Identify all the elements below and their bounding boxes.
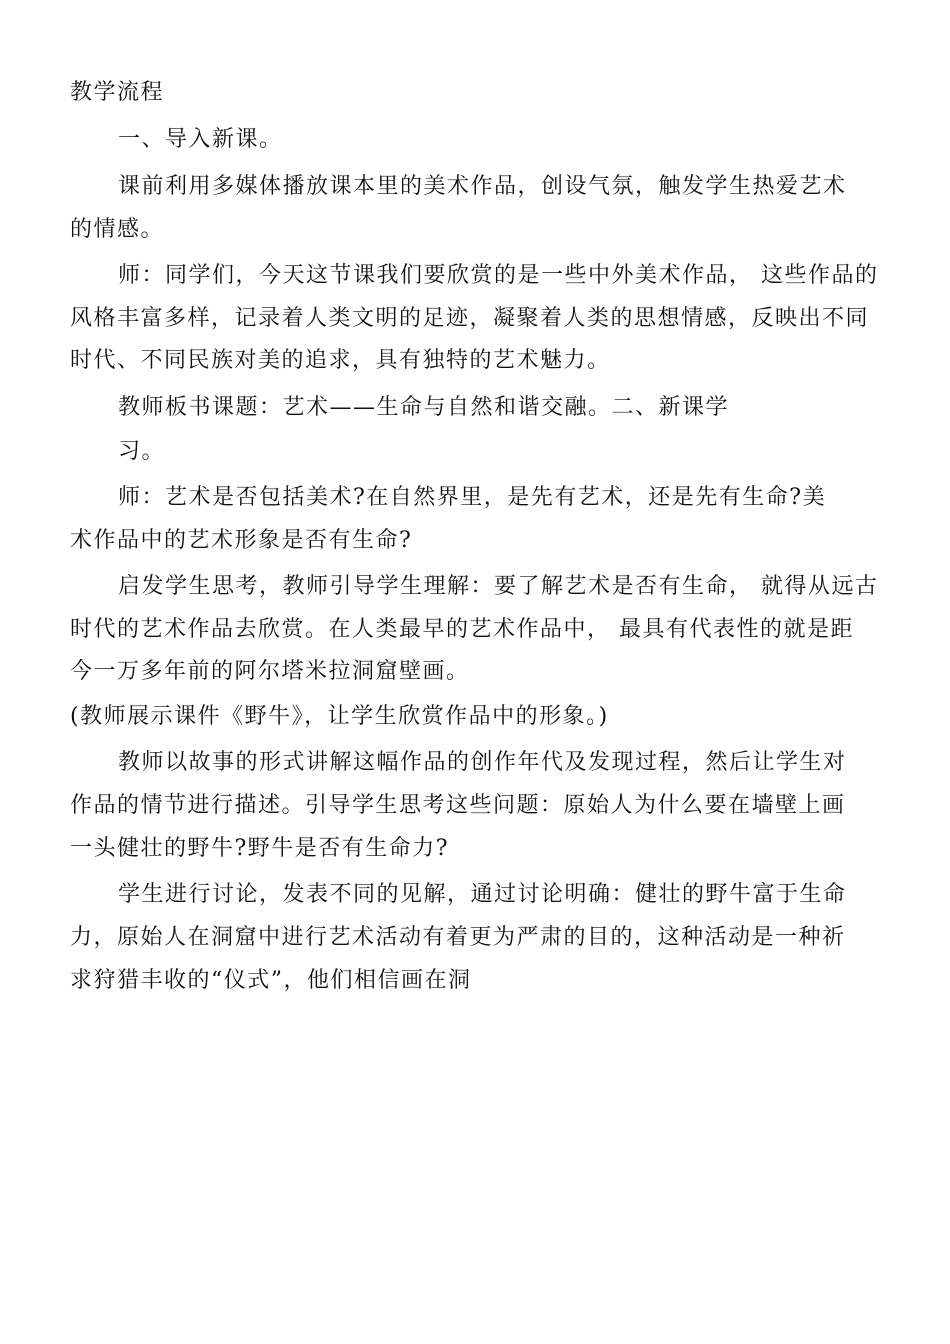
paragraph-line: 力，原始人在洞窟中进行艺术活动有着更为严肃的目的，这种活动是一种祈 — [70, 925, 846, 950]
paragraph-line: 术作品中的艺术形象是否有生命? — [70, 528, 413, 553]
paragraph-line: 师：同学们，今天这节课我们要欣赏的是一些中外美术作品， 这些作品的 — [118, 263, 879, 288]
paragraph-line: 的情感。 — [70, 217, 165, 242]
section-intro-title: 一、导入新课。 — [118, 127, 283, 152]
paragraph-line: 求狩猎丰收的“仪式”，他们相信画在洞 — [70, 968, 472, 993]
paragraph-line: 时代、不同民族对美的追求，具有独特的艺术魅力。 — [70, 348, 611, 373]
paragraph-line: 作品的情节进行描述。引导学生思考这些问题：原始人为什么要在墙壁上画 — [70, 793, 846, 818]
paragraph-line: 课前利用多媒体播放课本里的美术作品，创设气氛，触发学生热爱艺术 — [118, 174, 847, 199]
paragraph-line: 风格丰富多样，记录着人类文明的足迹，凝聚着人类的思想情感，反映出不同 — [70, 306, 870, 331]
paragraph-line: 时代的艺术作品去欣赏。在人类最早的艺术作品中， 最具有代表性的就是距 — [70, 617, 854, 642]
paragraph-line: 教师板书课题：艺术——生命与自然和谐交融。二、新课学 — [118, 395, 730, 420]
paragraph-line: 习。 — [118, 439, 166, 464]
paragraph-line: 学生进行讨论，发表不同的见解，通过讨论明确：健壮的野牛富于生命 — [118, 882, 847, 907]
paragraph-line: 教师以故事的形式讲解这幅作品的创作年代及发现过程，然后让学生对 — [118, 750, 847, 775]
paragraph-line: 今一万多年前的阿尔塔米拉洞窟壁画。 — [70, 659, 470, 684]
paragraph-line: 师：艺术是否包括美术?在自然界里，是先有艺术，还是先有生命?美 — [118, 485, 827, 510]
paragraph-line: (教师展示课件《野牛》，让学生欣赏作品中的形象。) — [70, 704, 609, 729]
document-heading: 教学流程 — [70, 80, 165, 105]
paragraph-line: 启发学生思考，教师引导学生理解：要了解艺术是否有生命， 就得从远古 — [118, 574, 879, 599]
paragraph-line: 一头健壮的野牛?野牛是否有生命力? — [70, 836, 450, 861]
